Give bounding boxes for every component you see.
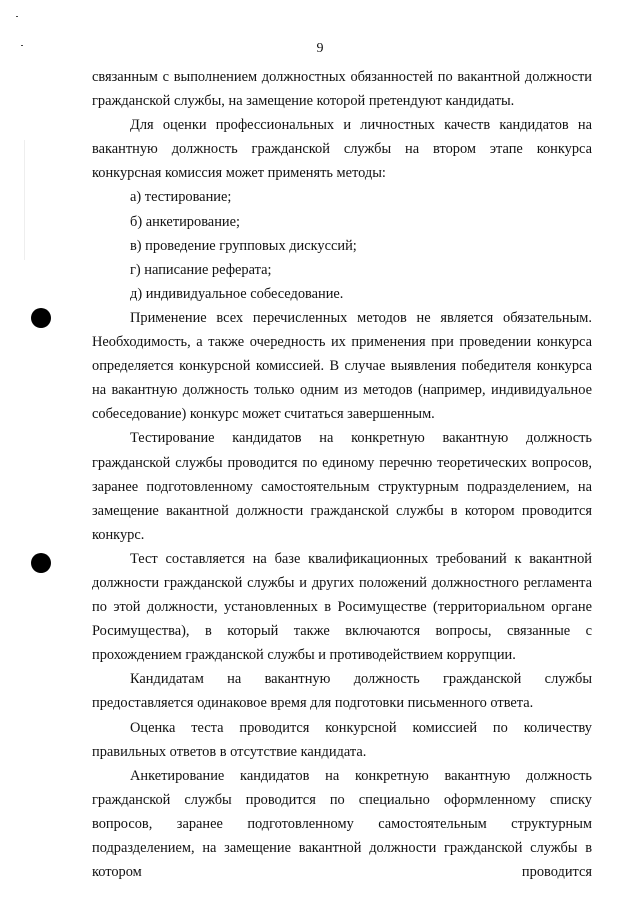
paragraph-methods-intro: Для оценки профессиональных и личностных качеств кандидатов на вакантную должность гражданской службы на втором этапе конкурса конкурсная комиссия может применять методы: — [92, 117, 592, 182]
punch-hole — [31, 553, 51, 573]
list-item-survey: б) анкетирование; — [130, 213, 240, 230]
paragraph-methods-usage: Применение всех перечисленных методов не является обязательным. Необходимость, а также очередность их применения при проведении конкурса определяется конкурсной комиссией. В случае выявления победителя конкурса на вакантную должность только одним из методов (например, индивидуальное собеседование) конкурс может считаться завершенным. — [92, 309, 592, 423]
paragraph-time: Кандидатам на вакантную должность гражданской службы предоставляется одинаковое время для подготовки письменного ответа. — [92, 671, 592, 712]
paragraph-survey: Анкетирование кандидатов на конкретную вакантную должность гражданской службы проводится по специально оформленному списку вопросов, заранее подготовленному самостоятельным структурным подразделением, на замещение вакантной должности гражданской службы в котором проводится — [92, 767, 592, 881]
paragraph-test-basis: Тест составляется на базе квалификационных требований к вакантной должности гражданской службы и других положений должностного регламента по этой должности, установленных в Росимуществе (территориальном органе Росимущества), в который также включаются вопросы, связанные с прохождением гражданской службы и противодействием коррупции. — [92, 550, 592, 664]
document-body — [92, 65, 592, 884]
paragraph-testing: Тестирование кандидатов на конкретную вакантную должность гражданской службы проводится по единому перечню теоретических вопросов, заранее подготовленному самостоятельным структурным подразделением, на замещение вакантной должности гражданской службы в котором проводится конкурс. — [92, 430, 592, 543]
list-item-group-discussion: в) проведение групповых дискуссий; — [130, 237, 357, 254]
list-item-interview: д) индивидуальное собеседование. — [130, 285, 344, 302]
paragraph-continuation: связанным с выполнением должностных обязанностей по вакантной должности гражданской службы, на замещение которой претендуют кандидаты. — [92, 69, 592, 110]
scan-edge-mark — [24, 140, 25, 260]
list-item-essay: г) написание реферата; — [130, 261, 272, 278]
page-number: 9 — [316, 41, 324, 56]
paragraph-evaluation: Оценка теста проводится конкурсной комиссией по количеству правильных ответов в отсутствие кандидата. — [92, 719, 592, 760]
punch-hole — [31, 308, 51, 328]
list-item-testing: а) тестирование; — [130, 189, 232, 206]
scan-speck — [16, 16, 18, 17]
